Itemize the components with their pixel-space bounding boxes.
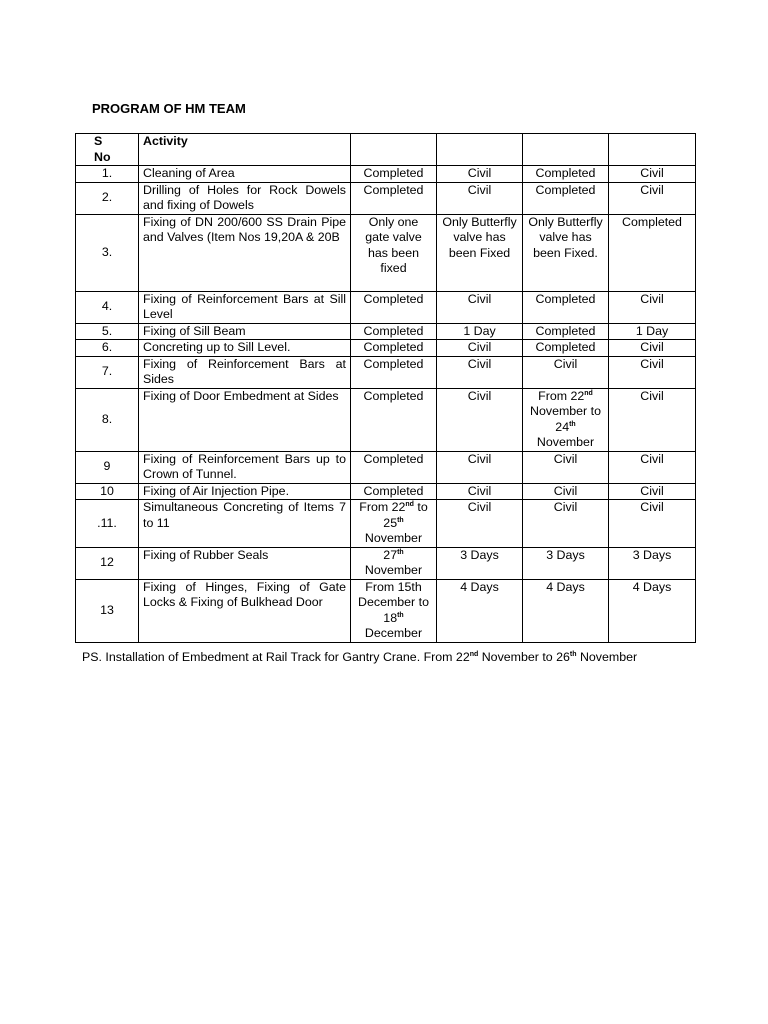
cell-status-4: Civil <box>609 166 696 183</box>
cell-status-4: Civil <box>609 500 696 548</box>
table-row <box>76 340 696 357</box>
cell-status-1: From 15th December to 18th December <box>351 579 437 642</box>
cell-status-4: Civil <box>609 182 696 214</box>
table-row <box>76 214 696 291</box>
cell-status-4: Civil <box>609 356 696 388</box>
cell-status-1: 27th November <box>351 547 437 579</box>
cell-status-1: Completed <box>351 291 437 323</box>
cell-sno: 8. <box>76 388 139 451</box>
cell-status-1: Completed <box>351 340 437 357</box>
cell-sno: 3. <box>76 214 139 291</box>
cell-status-2: 1 Day <box>437 323 523 340</box>
cell-sno: .11. <box>76 500 139 548</box>
cell-sno: 12 <box>76 547 139 579</box>
table-row <box>76 547 696 579</box>
table-row <box>76 166 696 183</box>
cell-status-4: 4 Days <box>609 579 696 642</box>
header-activity: Activity <box>139 134 351 166</box>
cell-status-2: Only Butterfly valve has been Fixed <box>437 214 523 291</box>
table-row <box>76 388 696 451</box>
cell-status-3: Completed <box>523 323 609 340</box>
cell-status-2: Civil <box>437 182 523 214</box>
cell-status-2: Civil <box>437 483 523 500</box>
cell-sno: 13 <box>76 579 139 642</box>
cell-status-4: Civil <box>609 388 696 451</box>
table-body <box>76 166 696 643</box>
cell-status-2: Civil <box>437 356 523 388</box>
cell-activity: Fixing of Reinforcement Bars up to Crown of Tunnel. <box>139 451 351 483</box>
program-table <box>75 133 696 643</box>
table-header-row <box>76 134 696 166</box>
cell-status-3: Completed <box>523 166 609 183</box>
cell-sno: 10 <box>76 483 139 500</box>
cell-status-1: Completed <box>351 451 437 483</box>
cell-status-4: Civil <box>609 451 696 483</box>
cell-status-4: Civil <box>609 291 696 323</box>
cell-status-2: Civil <box>437 388 523 451</box>
cell-activity: Fixing of Reinforcement Bars at Sill Level <box>139 291 351 323</box>
table-row <box>76 323 696 340</box>
cell-status-1: Completed <box>351 388 437 451</box>
table-row <box>76 500 696 548</box>
cell-sno: 9 <box>76 451 139 483</box>
cell-status-1: Completed <box>351 182 437 214</box>
cell-sno: 1. <box>76 166 139 183</box>
header-col-4 <box>609 134 696 166</box>
cell-status-2: Civil <box>437 291 523 323</box>
cell-status-1: From 22nd to 25th November <box>351 500 437 548</box>
cell-sno: 4. <box>76 291 139 323</box>
cell-activity: Fixing of Door Embedment at Sides <box>139 388 351 451</box>
cell-status-3: From 22nd November to 24th November <box>523 388 609 451</box>
cell-status-3: Completed <box>523 182 609 214</box>
cell-status-3: Civil <box>523 356 609 388</box>
table-row <box>76 356 696 388</box>
cell-status-3: 4 Days <box>523 579 609 642</box>
cell-status-1: Completed <box>351 483 437 500</box>
table-row <box>76 451 696 483</box>
header-sno: S No <box>76 134 139 166</box>
table-row <box>76 291 696 323</box>
cell-activity: Fixing of Rubber Seals <box>139 547 351 579</box>
cell-status-2: 4 Days <box>437 579 523 642</box>
cell-status-3: Civil <box>523 451 609 483</box>
header-col-1 <box>351 134 437 166</box>
cell-activity: Fixing of Air Injection Pipe. <box>139 483 351 500</box>
cell-status-1: Completed <box>351 356 437 388</box>
cell-status-3: Civil <box>523 483 609 500</box>
cell-status-2: 3 Days <box>437 547 523 579</box>
cell-status-2: Civil <box>437 166 523 183</box>
cell-status-4: 3 Days <box>609 547 696 579</box>
cell-status-4: 1 Day <box>609 323 696 340</box>
cell-status-3: Completed <box>523 291 609 323</box>
cell-activity: Fixing of Hinges, Fixing of Gate Locks & Fixing of Bulkhead Door <box>139 579 351 642</box>
page-title: PROGRAM OF HM TEAM <box>92 101 246 116</box>
cell-status-1: Completed <box>351 323 437 340</box>
cell-status-4: Civil <box>609 340 696 357</box>
cell-status-3: 3 Days <box>523 547 609 579</box>
cell-activity: Fixing of Sill Beam <box>139 323 351 340</box>
header-col-3 <box>523 134 609 166</box>
table-row <box>76 579 696 642</box>
cell-sno: 7. <box>76 356 139 388</box>
cell-activity: Drilling of Holes for Rock Dowels and fixing of Dowels <box>139 182 351 214</box>
cell-activity: Concreting up to Sill Level. <box>139 340 351 357</box>
footnote: PS. Installation of Embedment at Rail Track for Gantry Crane. From 22nd November to 26th November <box>82 650 638 664</box>
cell-status-4: Civil <box>609 483 696 500</box>
cell-status-1: Only one gate valve has been fixed <box>351 214 437 291</box>
cell-status-2: Civil <box>437 340 523 357</box>
table-row <box>76 182 696 214</box>
cell-status-2: Civil <box>437 500 523 548</box>
cell-sno: 5. <box>76 323 139 340</box>
cell-status-1: Completed <box>351 166 437 183</box>
cell-status-3: Civil <box>523 500 609 548</box>
cell-sno: 2. <box>76 182 139 214</box>
cell-sno: 6. <box>76 340 139 357</box>
table-row <box>76 483 696 500</box>
header-col-2 <box>437 134 523 166</box>
cell-activity: Simultaneous Concreting of Items 7 to 11 <box>139 500 351 548</box>
cell-activity: Fixing of DN 200/600 SS Drain Pipe and Valves (Item Nos 19,20A & 20B <box>139 214 351 291</box>
cell-status-2: Civil <box>437 451 523 483</box>
cell-status-3: Completed <box>523 340 609 357</box>
cell-status-4: Completed <box>609 214 696 291</box>
cell-activity: Cleaning of Area <box>139 166 351 183</box>
cell-activity: Fixing of Reinforcement Bars at Sides <box>139 356 351 388</box>
cell-status-3: Only Butterfly valve has been Fixed. <box>523 214 609 291</box>
